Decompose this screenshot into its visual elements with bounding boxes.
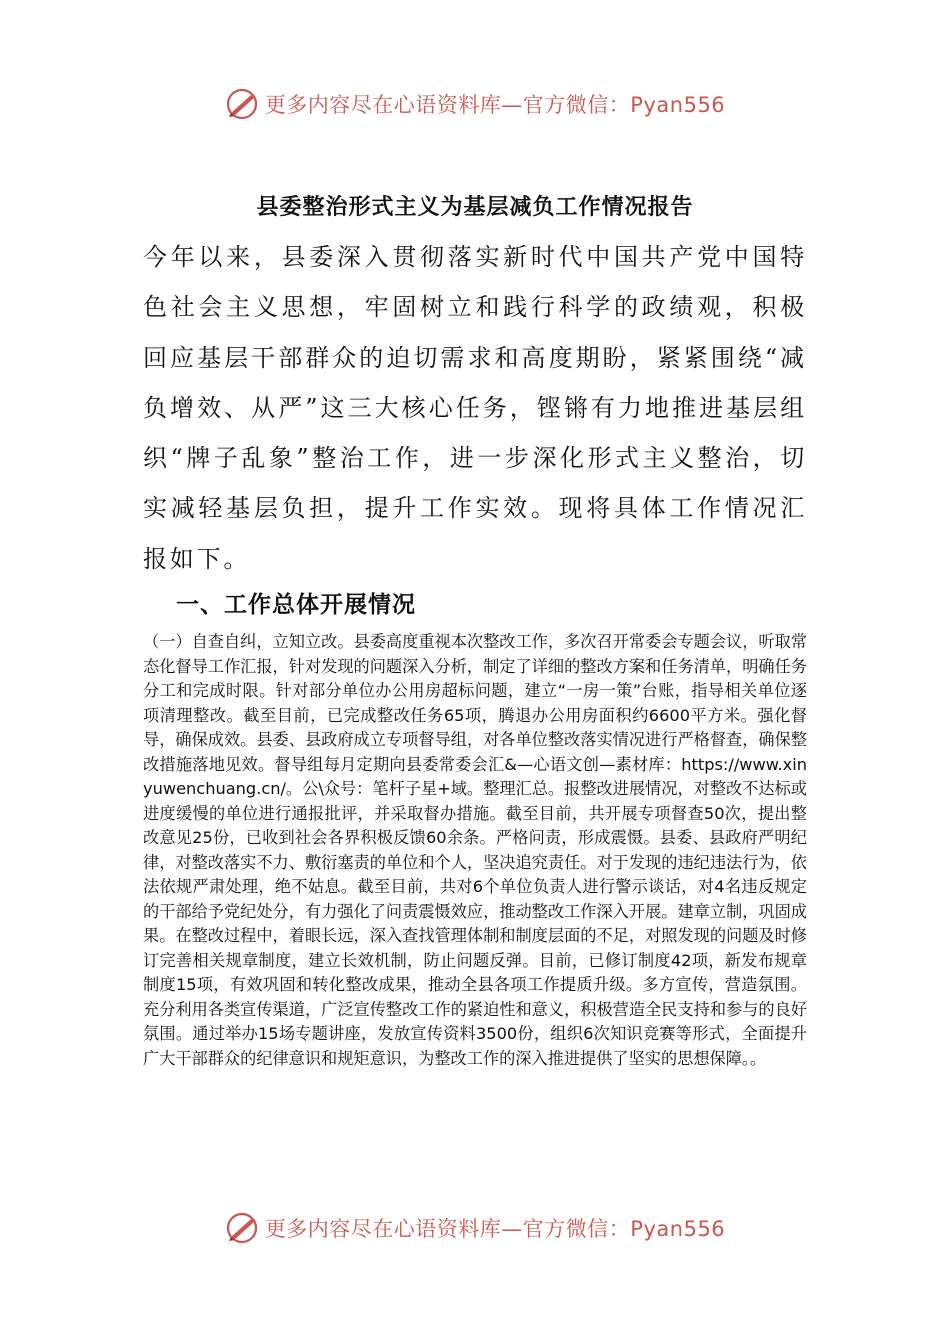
pen-in-circle-icon [225,1211,259,1245]
watermark-header [0,84,950,124]
document-title: 县委整治形式主义为基层减负工作情况报告 [256,194,694,220]
section-heading: 一、工作总体开展情况 [176,592,416,618]
pen-in-circle-icon [225,87,259,121]
watermark-footer [0,1208,950,1248]
watermark-text: 更多内容尽在心语资料库—官方微信：Pyan556 [264,93,726,117]
section-body-paragraph: （一）自查自纠，立知立改。县委高度重视本次整改工作，多次召开常委会专题会议，听取常态化督导工作汇报，针对发现的问题深入分析，制定了详细的整改方案和任务清单，明确任务分工和完成时限。针对部分单位办公用房超标问题，建立“一房一策”台账，指导相关单位逐项清理整改。截至目前，已完成整改任务65项，腾退办公用房面积约6600平方米。强化督导，确保成效。县委、县政府成立专项督导组，对各单位整改落实情况进行严格督查，确保整改措施落地见效。督导组每月定期向县委常委会汇&—心语文创—素材库：https://www.xinyuwenchuang.cn/。公\众号：笔杆子星+域。整理汇总。报整改进展情况，对整改不达标或进度缓慢的单位进行通报批评，并采取督办措施。截至目前，共开展专项督查50次，提出整改意见25份，已收到社会各界积极反馈60余条。严格问责，形成震慑。县委、县政府严明纪律，对整改落实不力、敷衍塞责的单位和个人，坚决追究责任。对于发现的违纪违法行为，依法依规严肃处理，绝不姑息。截至目前，共对6个单位负责人进行警示谈话，对4名违反规定的干部给予党纪处分，有力强化了问责震慑效应，推动整改工作深入开展。建章立制，巩固成果。在整改过程中，着眼长远，深入查找管理体制和制度层面的不足，对照发现的问题及时修订完善相关规章制度，建立长效机制，防止问题反弹。目前，已修订制度42项，新发布规章制度15项，有效巩固和转化整改成果，推动全县各项工作提质升级。多方宣传，营造氛围。充分利用各类宣传渠道，广泛宣传整改工作的紧迫性和意义，积极营造全民支持和参与的良好氛围。通过举办15场专题讲座，发放宣传资料3500份，组织6次知识竞赛等形式，全面提升广大干部群众的纪律意识和规矩意识，为整改工作的深入推进提供了坚实的思想保障。。 [143,632,807,1068]
watermark-text: 更多内容尽在心语资料库—官方微信：Pyan556 [264,1217,726,1241]
intro-paragraph: 今年以来，县委深入贯彻落实新时代中国共产党中国特色社会主义思想，牢固树立和践行科学的政绩观，积极回应基层干部群众的迫切需求和高度期盼，紧紧围绕“减负增效、从严”这三大核心任务，铿锵有力地推进基层组织“牌子乱象”整治工作，进一步深化形式主义整治，切实减轻基层负担，提升工作实效。现将具体工作情况汇报如下。 [143,243,807,573]
